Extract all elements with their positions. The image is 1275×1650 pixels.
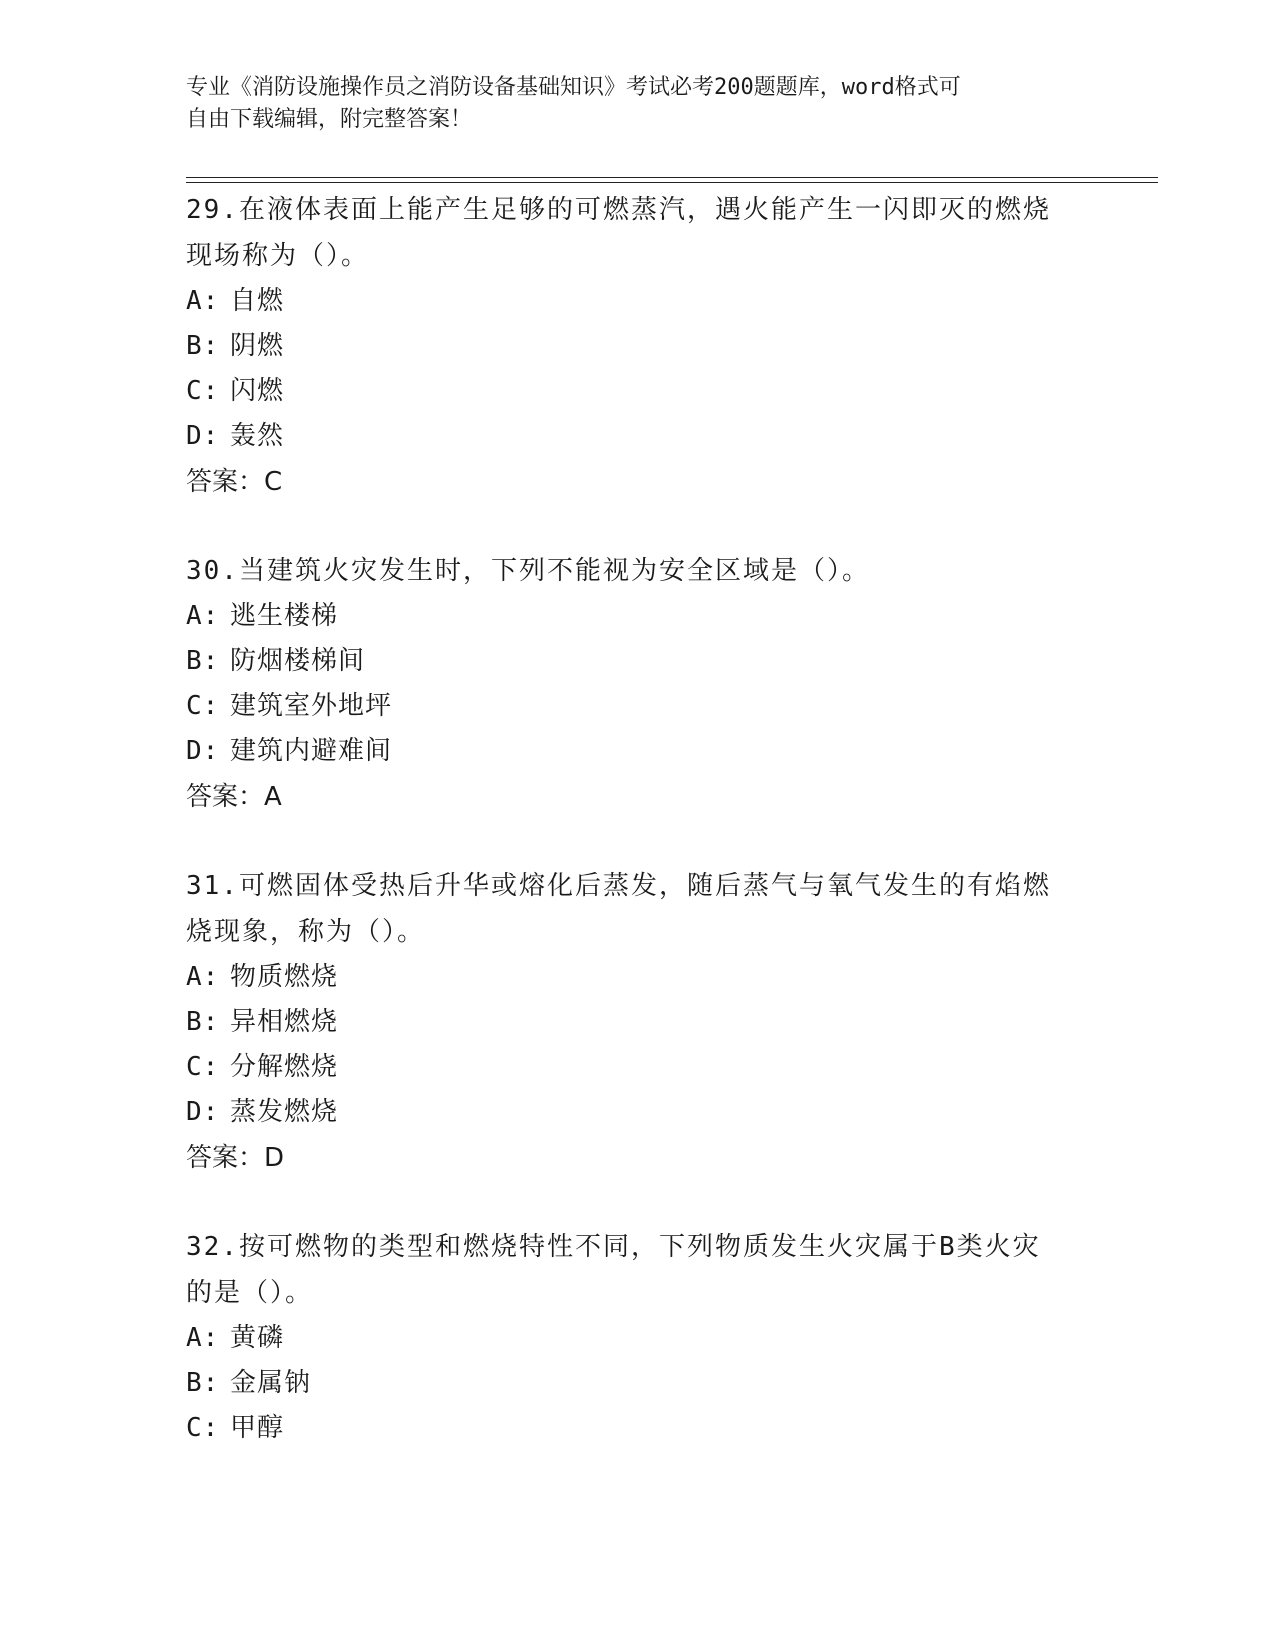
option-b: B: 金属钠 [186, 1368, 312, 1398]
answer-line: 答案：C [186, 467, 283, 497]
header-line-1: 专业《消防设施操作员之消防设备基础知识》考试必考200题题库，word格式可 [186, 75, 961, 100]
header-line-2: 自由下载编辑，附完整答案！ [186, 107, 473, 132]
header-divider-bottom [186, 182, 1158, 183]
question-text: 30.当建筑火灾发生时，下列不能视为安全区域是（）。 [186, 556, 870, 586]
option-b: B: 异相燃烧 [186, 1007, 339, 1037]
option-a: A: 黄磷 [186, 1323, 285, 1353]
option-d: D: 建筑内避难间 [186, 736, 393, 766]
option-d: D: 蒸发燃烧 [186, 1097, 339, 1127]
option-d: D: 轰然 [186, 421, 285, 451]
question-32 [186, 1224, 1086, 1451]
question-text: 32.按可燃物的类型和燃烧特性不同，下列物质发生火灾属于B类火灾 的是（）。 [186, 1232, 1041, 1308]
option-b: B: 防烟楼梯间 [186, 646, 366, 676]
option-b: B: 阴燃 [186, 331, 285, 361]
header-divider-top [186, 177, 1158, 178]
answer-line: 答案：A [186, 782, 282, 812]
question-30 [186, 548, 1086, 820]
option-c: C: 闪燃 [186, 376, 285, 406]
question-text: 31.可燃固体受热后升华或熔化后蒸发，随后蒸气与氧气发生的有焰燃 烧现象，称为（）。 [186, 871, 1051, 947]
option-a: A: 自燃 [186, 286, 285, 316]
question-29 [186, 187, 1086, 505]
question-31 [186, 863, 1086, 1181]
document-header [186, 72, 1066, 136]
option-c: C: 分解燃烧 [186, 1052, 339, 1082]
option-a: A: 物质燃烧 [186, 962, 339, 992]
answer-line: 答案：D [186, 1143, 285, 1173]
option-a: A: 逃生楼梯 [186, 601, 339, 631]
question-text: 29.在液体表面上能产生足够的可燃蒸汽，遇火能产生一闪即灭的燃烧 现场称为（）。 [186, 195, 1051, 271]
question-list [186, 187, 1086, 1494]
option-c: C: 甲醇 [186, 1413, 285, 1443]
option-c: C: 建筑室外地坪 [186, 691, 393, 721]
